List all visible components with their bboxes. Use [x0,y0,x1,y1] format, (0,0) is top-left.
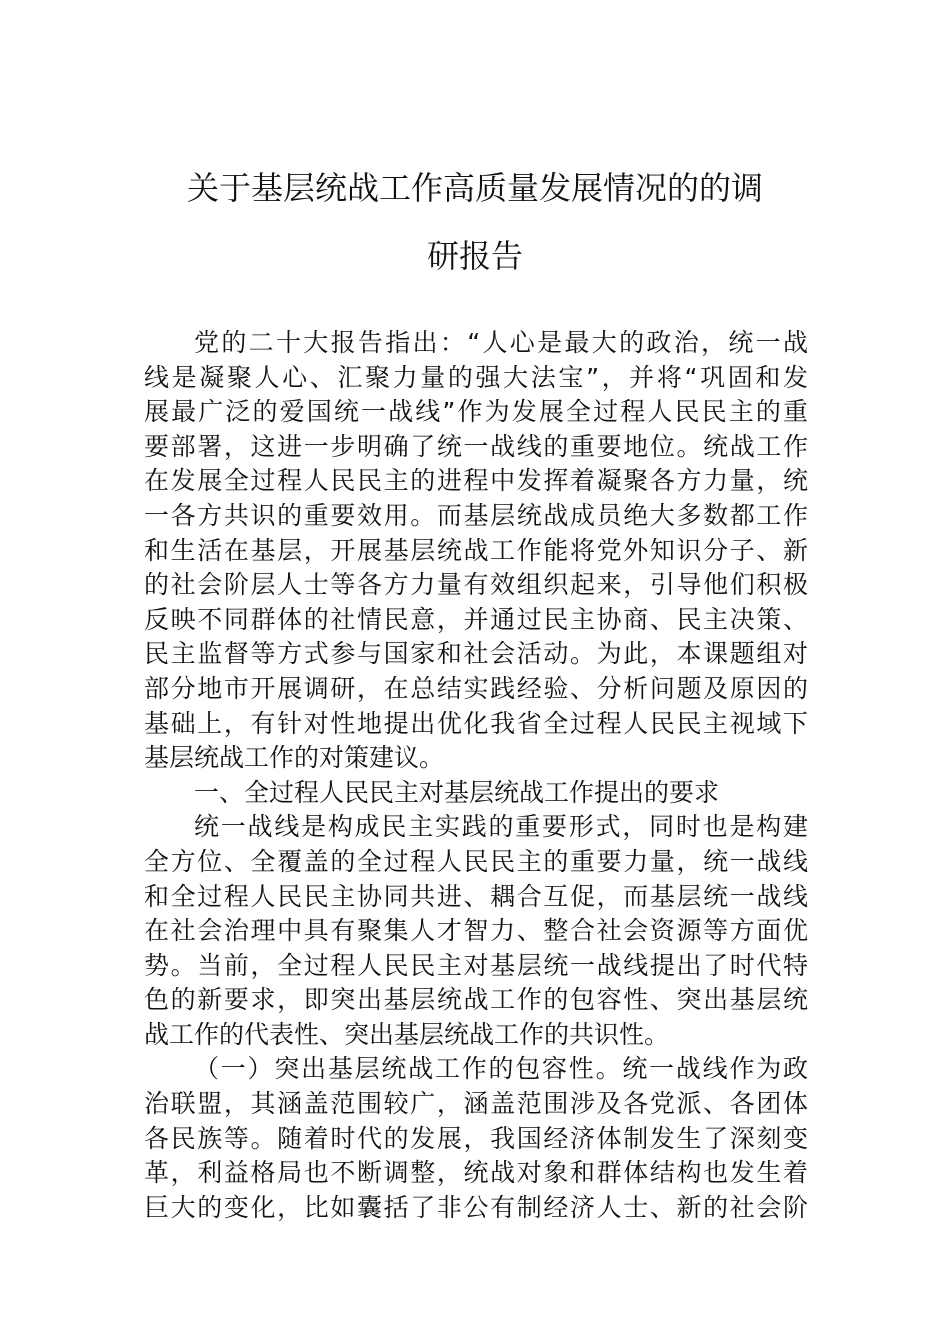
body-text-line: 在社会治理中具有聚集人才智力、整合社会资源等方面优 [144,916,808,946]
body-text-line: 和全过程人民民主协同共进、耦合互促，而基层统一战线 [144,881,808,911]
body-text-line: 色的新要求，即突出基层统战工作的包容性、突出基层统 [144,985,808,1015]
body-text-line: （一）突出基层统战工作的包容性。统一战线作为政 [194,1054,808,1084]
body-text-line: 治联盟，其涵盖范围较广，涵盖范围涉及各党派、各团体 [144,1089,808,1119]
body-text-line: 的社会阶层人士等各方力量有效组织起来，引导他们积极 [144,570,808,600]
body-text-line: 反映不同群体的社情民意，并通过民主协商、民主决策、 [144,604,808,634]
body-text-line: 全方位、全覆盖的全过程人民民主的重要力量，统一战线 [144,846,808,876]
body-text-line: 线是凝聚人心、汇聚力量的强大法宝”，并将“巩固和发 [144,362,808,392]
body-text-line: 展最广泛的爱国统一战线”作为发展全过程人民民主的重 [144,397,808,427]
body-text-line: 基层统战工作的对策建议。 [144,743,445,773]
body-text-line: 党的二十大报告指出：“人心是最大的政治，统一战 [194,328,808,357]
body-text-line: 民主监督等方式参与国家和社会活动。为此，本课题组对 [144,639,808,669]
body-text-line: 部分地市开展调研，在总结实践经验、分析问题及原因的 [144,673,808,703]
body-text-line: 一各方共识的重要效用。而基层统战成员绝大多数都工作 [144,500,808,530]
body-text-line: 势。当前，全过程人民民主对基层统一战线提出了时代特 [144,950,808,980]
body-text-line: 和生活在基层，开展基层统战工作能将党外知识分子、新 [144,535,808,565]
body-text-line: 在发展全过程人民民主的进程中发挥着凝聚各方力量，统 [144,466,808,496]
body-text-line: 一、全过程人民民主对基层统战工作提出的要求 [194,777,720,807]
body-text-line: 基础上，有针对性地提出优化我省全过程人民民主视域下 [144,708,808,738]
body-text-line: 各民族等。随着时代的发展，我国经济体制发生了深刻变 [144,1123,808,1153]
body-text-line: 巨大的变化，比如囊括了非公有制经济人士、新的社会阶 [144,1192,808,1222]
document-title-line-1: 关于基层统战工作高质量发展情况的的调 [186,169,763,207]
body-text-line: 要部署，这进一步明确了统一战线的重要地位。统战工作 [144,431,808,461]
body-text-line: 革，利益格局也不断调整，统战对象和群体结构也发生着 [144,1158,808,1188]
document-body [144,326,808,1225]
body-text-line: 统一战线是构成民主实践的重要形式，同时也是构建 [194,812,808,842]
body-text-line: 战工作的代表性、突出基层统战工作的共识性。 [144,1019,670,1049]
document-title-line-2: 研报告 [426,237,523,275]
